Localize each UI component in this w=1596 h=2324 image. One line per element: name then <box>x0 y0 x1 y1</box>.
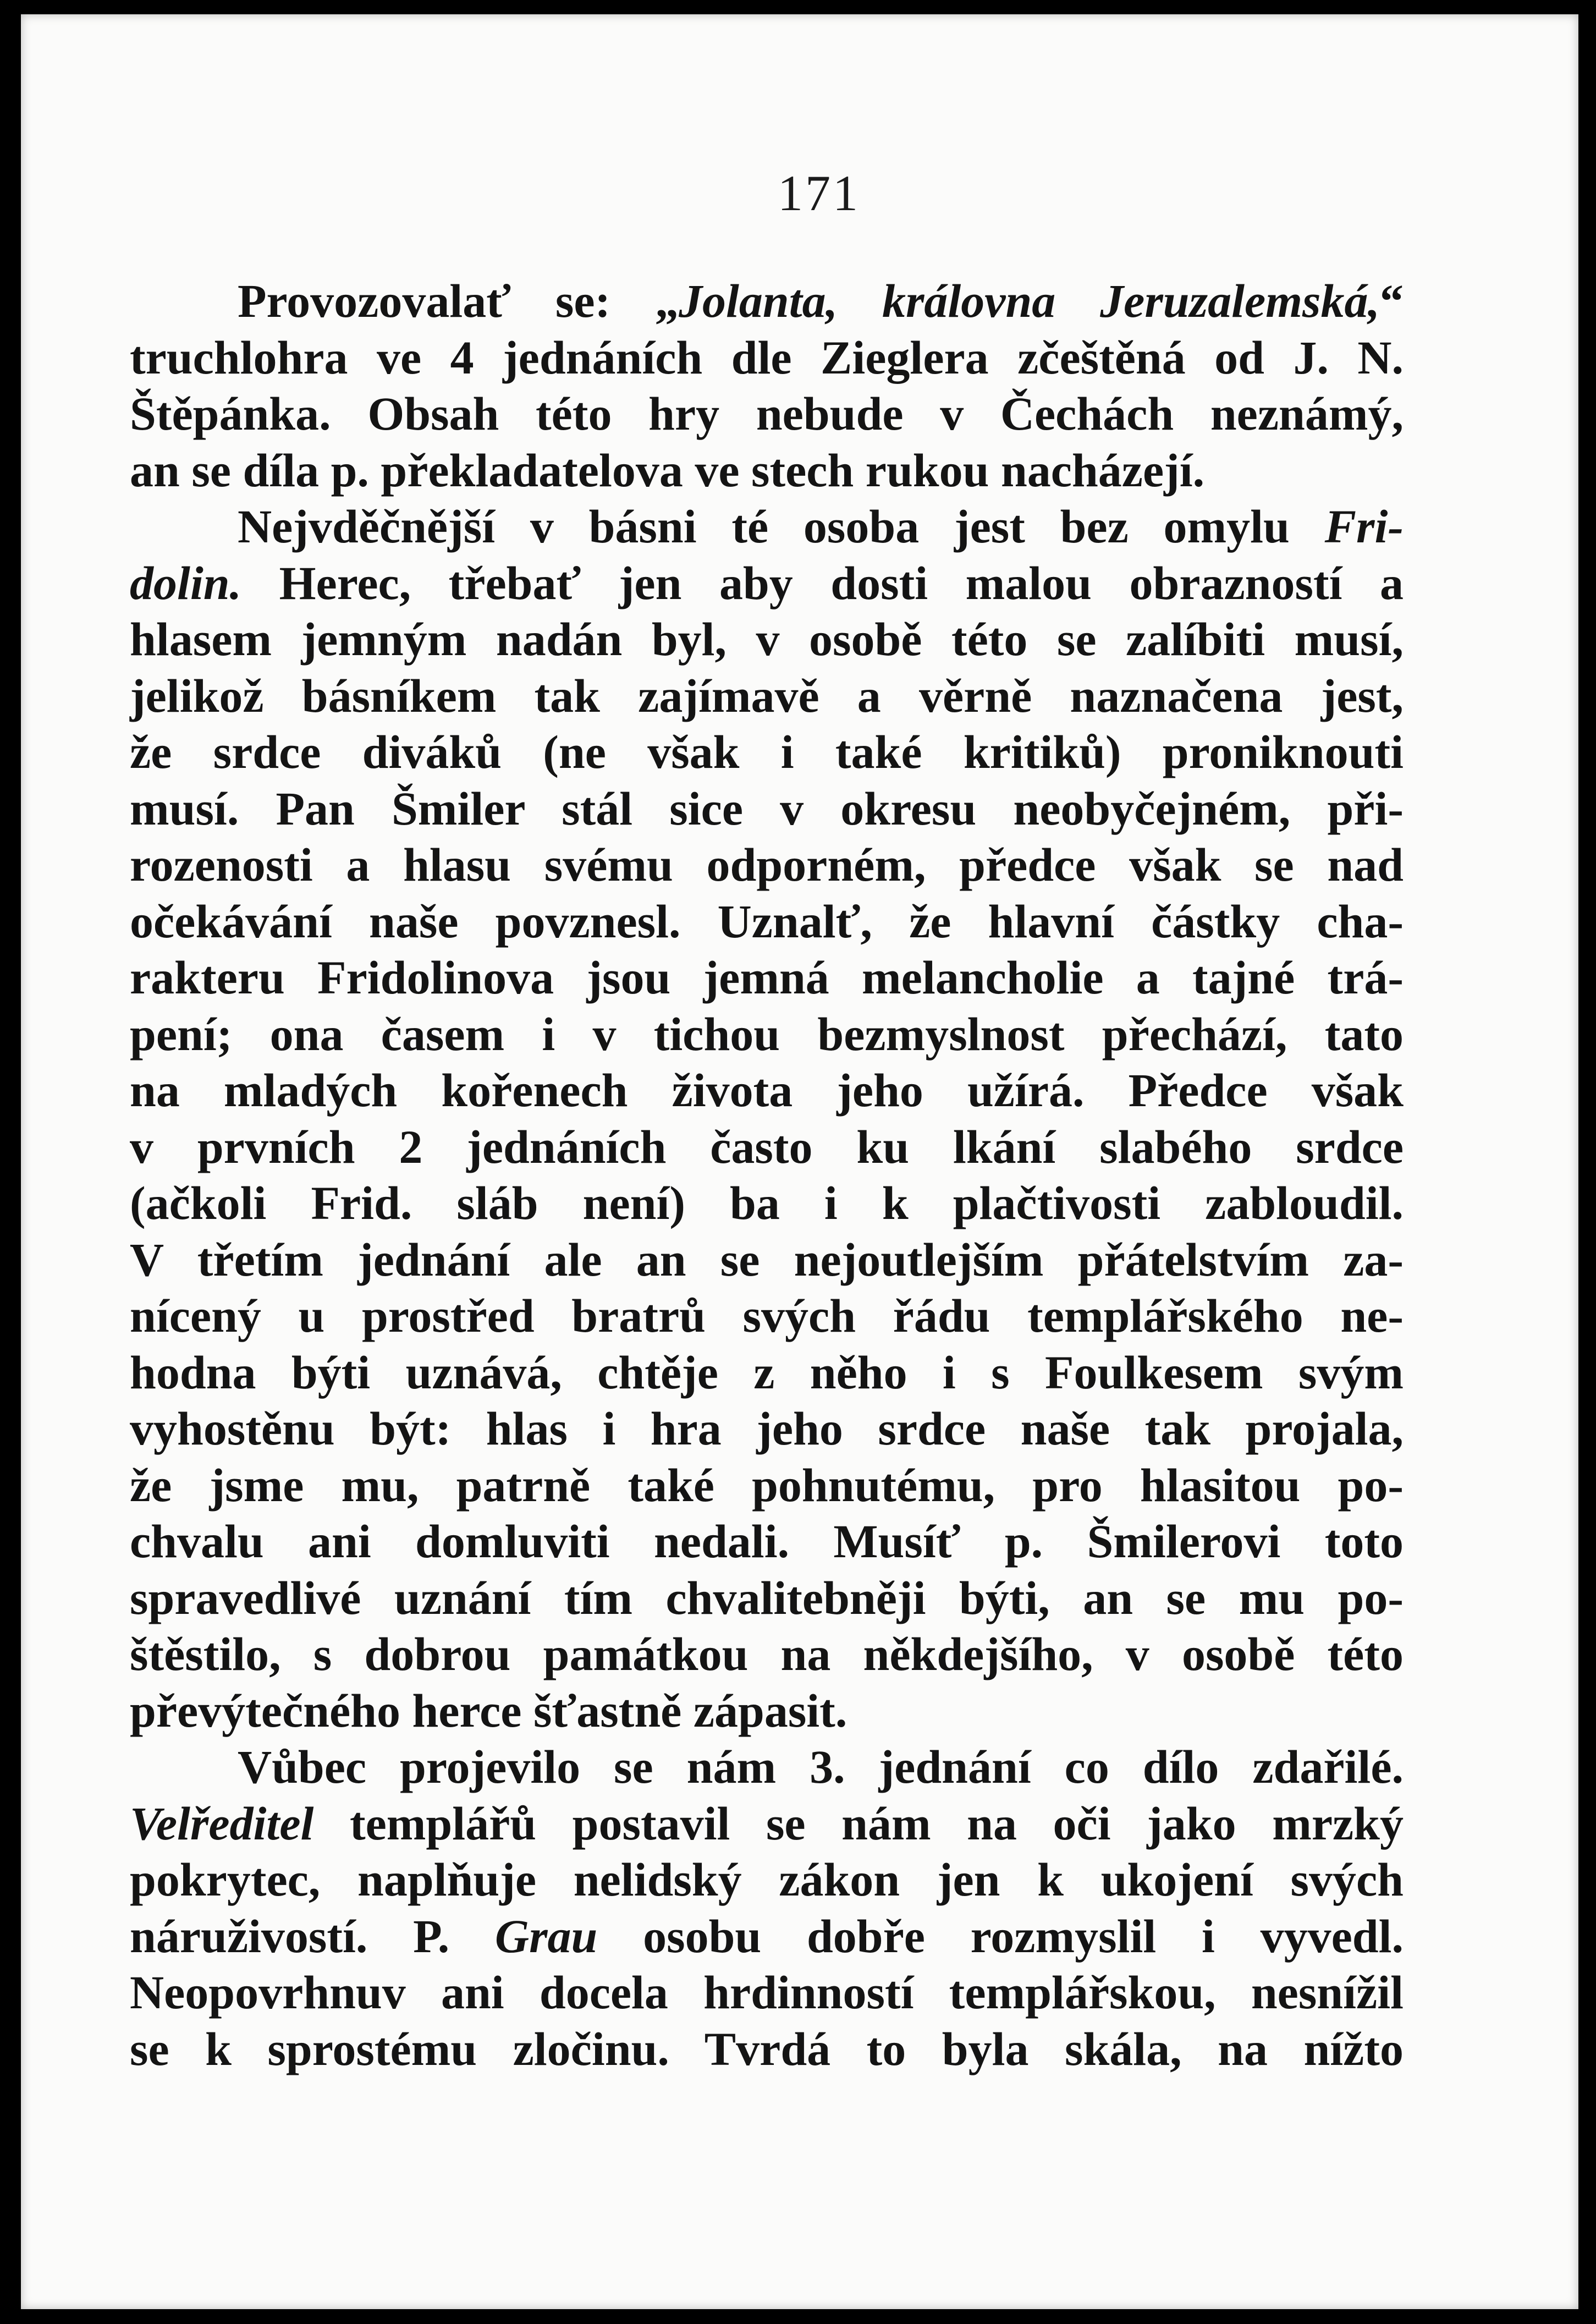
text-line: hodna býti uznává, chtěje z něho i s Foulkesem svým <box>130 1345 1404 1399</box>
text-line: pení; ona časem i v tichou bezmyslnost přechází, tato <box>130 1007 1404 1061</box>
italic-segment: dolin. <box>130 556 242 609</box>
text-line: (ačkoli Frid. sláb není) ba i k plačtivosti zabloudil. <box>130 1177 1404 1229</box>
text-line: se k sprostému zločinu. Tvrdá to byla skála, na nížto <box>130 2022 1404 2075</box>
book-page <box>21 14 1578 2309</box>
text-line: štěstilo, s dobrou památkou na někdejšího, v osobě této <box>130 1628 1404 1680</box>
text-line <box>130 1908 1404 1965</box>
text-line-segment: templářů postavil se nám na oči jako mrzký <box>313 1796 1404 1850</box>
text-line <box>130 498 1404 555</box>
text-line <box>130 555 1404 612</box>
text-line-segment: náruživostí. P. <box>130 1909 495 1963</box>
text-line: rakteru Fridolinova jsou jemná melancholie a tajné trá- <box>130 951 1404 1004</box>
page-number: 171 <box>778 165 860 221</box>
text-line: nícený u prostřed bratrů svých řádu templářského ne- <box>130 1289 1404 1342</box>
italic-segment: Fri- <box>1324 500 1404 553</box>
text-line-segment: Nejvděčnější v básni té osoba jest bez omylu <box>238 500 1325 553</box>
text-line: Vůbec projevilo se nám 3. jednání co dílo zdařilé. <box>238 1740 1404 1793</box>
text-line: chvalu ani domluviti nedali. Musíť p. Šmilerovi toto <box>130 1515 1404 1568</box>
text-line: jelikož básníkem tak zajímavě a věrně naznačena jest, <box>130 669 1404 722</box>
italic-segment: Grau <box>494 1909 598 1963</box>
body-text <box>130 273 1404 2077</box>
text-line: vyhostěnu být: hlas i hra jeho srdce naše tak projala, <box>130 1402 1404 1455</box>
text-line: truchlohra ve 4 jednáních dle Zieglera zčeštěná od J. N. <box>130 331 1404 384</box>
text-line: rozenosti a hlasu svému odporném, předce však se nad <box>130 838 1404 891</box>
text-line <box>130 273 1404 329</box>
text-line: že jsme mu, patrně také pohnutému, pro hlasitou po- <box>130 1458 1404 1512</box>
text-line: v prvních 2 jednáních často ku lkání slabého srdce <box>130 1120 1404 1173</box>
text-line: Neopovrhnuv ani docela hrdinností templářskou, nesnížil <box>130 1966 1404 2019</box>
text-line: spravedlivé uznání tím chvalitebněji býti, an se mu po- <box>130 1571 1404 1624</box>
text-line: na mladých kořenech života jeho užírá. Předce však <box>130 1064 1404 1117</box>
text-line: hlasem jemným nadán byl, v osobě této se zalíbiti musí, <box>130 613 1404 666</box>
text-line: V třetím jednání ale an se nejoutlejším přátelstvím za- <box>130 1233 1404 1286</box>
text-line: převýtečného herce šťastně zápasit. <box>130 1684 847 1737</box>
text-line-segment: Herec, třebať jen aby dosti malou obrazností a <box>241 556 1404 609</box>
text-line: musí. Pan Šmiler stál sice v okresu neobyčejném, při- <box>130 782 1404 835</box>
italic-segment: Jolanta, královna Jeruzalemská, <box>678 274 1380 327</box>
text-line-segment: “ <box>1380 274 1404 327</box>
text-line: očekávání naše povznesl. Uznalť, že hlavní částky cha- <box>130 894 1404 948</box>
text-line-segment: osobu dobře rozmyslil i vyvedl. <box>597 1909 1404 1963</box>
text-line <box>130 1795 1404 1852</box>
text-line: Štěpánka. Obsah této hry nebude v Čechách neznámý, <box>130 387 1404 440</box>
text-line: an se díla p. překladatelova ve stech rukou nacházejí. <box>130 443 1205 497</box>
italic-segment: Velředitel <box>130 1796 314 1850</box>
text-line: pokrytec, naplňuje nelidský zákon jen k ukojení svých <box>130 1853 1404 1906</box>
text-line: že srdce diváků (ne však i také kritiků) proniknouti <box>130 726 1404 778</box>
text-line-segment: Provozovalať se: „ <box>238 274 679 327</box>
